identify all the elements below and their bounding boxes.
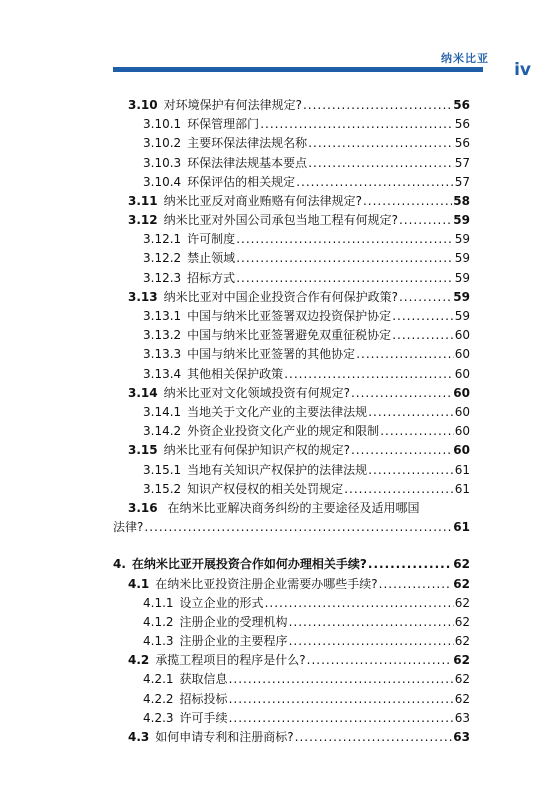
toc-entry-title: 许可手续 <box>179 710 228 725</box>
toc-entry-page: 59 <box>454 309 470 324</box>
toc-entry-number: 3.14 <box>128 385 158 400</box>
toc-entry-title: 在纳米比亚开展投资合作如何办理相关手续? <box>131 557 367 572</box>
toc-entry-page: 62 <box>453 576 470 591</box>
toc-leader-dots <box>308 154 454 173</box>
toc-leader-dots <box>296 173 454 192</box>
toc-entry-number: 3.11 <box>128 193 158 208</box>
toc-entry-title: 纳米比亚有何保护知识产权的规定? <box>163 443 350 458</box>
toc-entry-title: 环保管理部门 <box>187 117 260 132</box>
toc-entry[interactable] <box>113 211 470 230</box>
toc-entry-page: 57 <box>454 155 470 170</box>
toc-entry-number: 3.13 <box>128 289 158 304</box>
toc-entry-number: 3.10 <box>128 97 158 112</box>
toc-leader-dots <box>308 134 454 153</box>
toc-entry-title: 中国与纳米比亚签署双边投资保护协定 <box>187 309 392 324</box>
header-rule <box>113 67 483 72</box>
toc-entry[interactable] <box>113 154 470 173</box>
toc-entry-number: 3.12.1 <box>143 232 182 247</box>
toc-entry-title: 纳米比亚对文化领域投资有何规定? <box>163 385 350 400</box>
toc-entry-number: 3.13.3 <box>143 347 182 362</box>
toc-entry-number: 4.2.2 <box>143 691 174 706</box>
toc-entry-title: 中国与纳米比亚签署的其他协定 <box>187 347 356 362</box>
toc-entry-page: 59 <box>454 270 470 285</box>
toc-section-3 <box>113 96 470 499</box>
toc-leader-dots <box>144 518 452 537</box>
toc-entry[interactable] <box>113 403 470 422</box>
toc-entry-title: 注册企业的受理机构 <box>179 614 288 629</box>
toc-entry-title: 中国与纳米比亚签署避免双重征税协定 <box>187 328 392 343</box>
toc-entry-title: 许可制度 <box>187 232 236 247</box>
toc-entry[interactable] <box>113 250 470 269</box>
toc-entry-title: 在纳米比亚解决商务纠纷的主要途径及适用哪国 <box>167 500 420 515</box>
toc-entry-wrapped-line2 <box>113 518 470 537</box>
section-gap <box>113 537 470 555</box>
toc-entry-page: 62 <box>454 691 470 706</box>
toc-entry[interactable] <box>113 480 470 499</box>
toc-entry-page: 59 <box>454 232 470 247</box>
toc-leader-dots <box>303 96 452 115</box>
toc-entry-title: 当地有关知识产权保护的法律法规 <box>187 462 368 477</box>
toc-section-4 <box>113 555 470 747</box>
toc-entry-page: 61 <box>453 520 470 535</box>
toc-leader-dots <box>289 613 454 632</box>
toc-leader-dots <box>380 422 454 441</box>
toc-entry-title: 如何申请专利和注册商标? <box>155 730 294 744</box>
toc-entry-page: 62 <box>454 634 470 649</box>
toc-entry-number: 4.1 <box>128 576 150 591</box>
toc-entry-number: 3.10.4 <box>143 174 182 189</box>
toc-leader-dots <box>379 575 453 594</box>
toc-entry[interactable] <box>113 384 470 403</box>
toc-entry[interactable] <box>113 288 470 307</box>
toc-leader-dots <box>265 594 454 613</box>
toc-entry-number: 4.2 <box>128 653 150 668</box>
toc-entry-wrapped[interactable] <box>113 499 470 537</box>
toc-entry-title: 纳米比亚反对商业贿赂有何法律规定? <box>163 193 362 208</box>
toc-entry[interactable] <box>113 670 470 689</box>
toc-entry-title: 对环境保护有何法律规定? <box>163 97 302 112</box>
toc-entry-title: 获取信息 <box>179 672 228 687</box>
table-of-contents <box>113 96 470 747</box>
toc-entry[interactable] <box>113 115 470 134</box>
toc-entry-page: 59 <box>453 213 470 228</box>
toc-leader-dots <box>229 690 454 709</box>
toc-entry[interactable] <box>113 728 470 747</box>
toc-entry-number: 3.10.3 <box>143 155 182 170</box>
toc-entry[interactable] <box>113 441 470 460</box>
toc-entry-title: 环保评估的相关规定 <box>187 174 296 189</box>
toc-leader-dots <box>229 670 454 689</box>
toc-entry[interactable] <box>113 461 470 480</box>
toc-leader-dots <box>236 230 454 249</box>
toc-entry-title: 纳米比亚对外国公司承包当地工程有何规定? <box>163 213 398 228</box>
toc-entry-page: 56 <box>454 136 470 151</box>
toc-entry-number: 3.16 <box>128 500 158 515</box>
toc-entry-page: 56 <box>453 97 470 112</box>
toc-leader-dots <box>368 403 454 422</box>
toc-entry-page: 60 <box>454 347 470 362</box>
toc-entry-page: 58 <box>453 193 470 208</box>
toc-entry-number: 3.12.2 <box>143 251 182 266</box>
toc-entry-number: 3.12.3 <box>143 270 182 285</box>
toc-entry-number: 4.3 <box>128 730 150 744</box>
toc-entry[interactable] <box>113 134 470 153</box>
toc-entry-number: 4.2.3 <box>143 710 174 725</box>
toc-entry-title: 纳米比亚对中国企业投资合作有何保护政策? <box>163 289 398 304</box>
toc-entry[interactable] <box>113 709 470 728</box>
toc-entry-title: 主要环保法律法规名称 <box>187 136 308 151</box>
toc-entry-page: 63 <box>454 710 470 725</box>
toc-entry-title: 禁止领域 <box>187 251 236 266</box>
toc-leader-dots <box>351 384 452 403</box>
toc-entry-page: 59 <box>454 251 470 266</box>
running-header-title: 纳米比亚 <box>441 52 489 65</box>
toc-leader-dots <box>392 326 454 345</box>
toc-entry[interactable] <box>113 269 470 288</box>
toc-leader-dots <box>344 480 454 499</box>
toc-entry-page: 63 <box>453 730 470 744</box>
toc-entry-page: 59 <box>453 289 470 304</box>
toc-leader-dots <box>363 192 452 211</box>
toc-leader-dots <box>236 269 454 288</box>
toc-entry[interactable] <box>113 192 470 211</box>
toc-leader-dots <box>260 115 454 134</box>
toc-leader-dots <box>368 555 452 574</box>
toc-leader-dots <box>289 632 454 651</box>
toc-entry-page: 62 <box>453 557 470 572</box>
toc-entry-number: 4.2.1 <box>143 672 174 687</box>
toc-entry-page: 62 <box>454 614 470 629</box>
toc-entry-number: 3.10.2 <box>143 136 182 151</box>
toc-entry[interactable] <box>113 326 470 345</box>
toc-entry-title: 知识产权侵权的相关处罚规定 <box>187 481 344 496</box>
toc-leader-dots <box>236 249 454 268</box>
toc-entry-title: 当地关于文化产业的主要法律法规 <box>187 404 368 419</box>
toc-entry-page: 61 <box>454 481 470 496</box>
toc-entry-page: 60 <box>453 385 470 400</box>
toc-entry-number: 3.12 <box>128 213 158 228</box>
toc-entry-number: 3.13.4 <box>143 366 182 381</box>
toc-entry-page: 60 <box>453 443 470 458</box>
toc-entry[interactable] <box>113 422 470 441</box>
toc-leader-dots <box>351 441 452 460</box>
toc-leader-dots <box>368 461 454 480</box>
toc-entry-number: 3.13.1 <box>143 309 182 324</box>
toc-entry[interactable] <box>113 230 470 249</box>
toc-entry[interactable] <box>113 613 470 632</box>
toc-entry[interactable] <box>113 632 470 651</box>
toc-entry[interactable] <box>113 96 470 115</box>
toc-entry[interactable] <box>113 651 470 670</box>
toc-leader-dots <box>399 288 452 307</box>
toc-entry[interactable] <box>113 345 470 364</box>
toc-entry-title: 设立企业的形式 <box>179 595 264 610</box>
toc-entry-number: 3.15.1 <box>143 462 182 477</box>
toc-entry-title: 招标方式 <box>187 270 236 285</box>
toc-entry-page: 60 <box>454 404 470 419</box>
toc-entry-number: 4.1.1 <box>143 595 174 610</box>
toc-entry[interactable] <box>113 173 470 192</box>
toc-entry-title: 环保法律法规基本要点 <box>187 155 308 170</box>
toc-entry-number: 3.14.1 <box>143 404 182 419</box>
toc-entry-title: 外资企业投资文化产业的规定和限制 <box>187 424 380 439</box>
toc-entry-title-cont: 法律? <box>113 520 144 535</box>
toc-leader-dots <box>229 709 454 728</box>
toc-entry-page: 60 <box>454 328 470 343</box>
toc-entry-page: 62 <box>454 672 470 687</box>
page-number: iv <box>514 60 531 80</box>
toc-entry-number: 4.1.2 <box>143 614 174 629</box>
toc-entry[interactable] <box>113 555 470 574</box>
toc-entry-page: 62 <box>454 595 470 610</box>
toc-entry-page: 56 <box>454 117 470 132</box>
toc-entry-number: 3.13.2 <box>143 328 182 343</box>
toc-entry-title: 承揽工程项目的程序是什么? <box>155 653 306 668</box>
toc-leader-dots <box>284 365 454 384</box>
toc-entry-title: 其他相关保护政策 <box>187 366 284 381</box>
toc-entry-number: 4.1.3 <box>143 634 174 649</box>
toc-entry[interactable] <box>113 307 470 326</box>
toc-entry-number: 4. <box>113 557 126 572</box>
toc-entry-number: 3.15.2 <box>143 481 182 496</box>
toc-entry-title: 注册企业的主要程序 <box>179 634 288 649</box>
toc-entry[interactable] <box>113 594 470 613</box>
toc-entry-number: 3.15 <box>128 443 158 458</box>
toc-entry-page: 61 <box>454 462 470 477</box>
toc-entry-page: 60 <box>454 366 470 381</box>
toc-leader-dots <box>399 211 452 230</box>
toc-entry-number: 3.10.1 <box>143 117 182 132</box>
toc-entry-wrapped-line1 <box>113 499 470 518</box>
toc-entry-page: 60 <box>454 424 470 439</box>
toc-entry[interactable] <box>113 365 470 384</box>
toc-leader-dots <box>356 345 454 364</box>
toc-entry-page: 62 <box>453 653 470 668</box>
toc-entry-title: 在纳米比亚投资注册企业需要办哪些手续? <box>155 576 378 591</box>
toc-leader-dots <box>307 651 453 670</box>
toc-entry-number: 3.14.2 <box>143 424 182 439</box>
toc-leader-dots <box>295 728 453 747</box>
toc-leader-dots <box>392 307 454 326</box>
toc-entry[interactable] <box>113 690 470 709</box>
toc-entry-title: 招标投标 <box>179 691 228 706</box>
toc-entry[interactable] <box>113 575 470 594</box>
toc-entry-page: 57 <box>454 174 470 189</box>
